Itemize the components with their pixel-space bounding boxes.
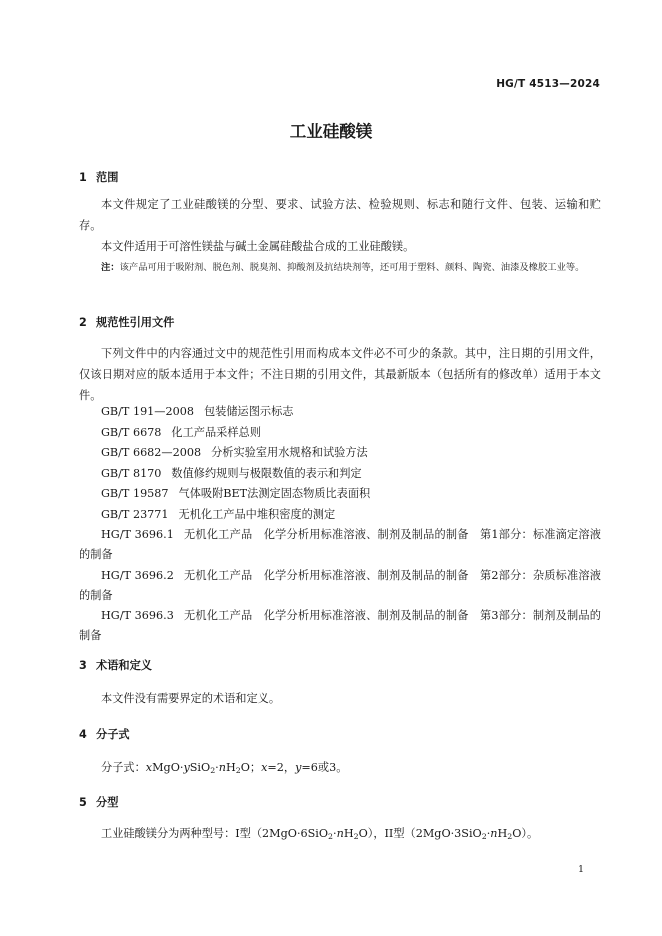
reference-code: HG/T 3696.1 <box>101 528 174 541</box>
references-intro: 下列文件中的内容通过文中的规范性引用而构成本文件必不可少的条款。其中，注日期的引用文件，仅该日期对应的版本适用于本文件；不注日期的引用文件，其最新版本（包括所有的修改单）适用于本文件。 <box>79 347 601 402</box>
section-3-number: 3 <box>79 659 87 672</box>
reference-code: GB/T 8170 <box>101 466 162 480</box>
section-4-heading <box>79 726 130 742</box>
scope-note <box>79 258 601 277</box>
reference-code: HG/T 3696.3 <box>101 609 174 622</box>
note-text: 该产品可用于吸附剂、脱色剂、脱臭剂、抑酸剂及抗结块剂等，还可用于塑料、颜料、陶瓷、油漆及橡胶工业等。 <box>119 262 585 273</box>
section-4-title: 分子式 <box>96 728 130 741</box>
section-5-title: 分型 <box>96 796 119 809</box>
reference-code: HG/T 3696.2 <box>101 568 174 582</box>
section-5-number: 5 <box>79 796 87 809</box>
section-4-number: 4 <box>79 728 87 741</box>
reference-title: 无机化工产品 化学分析用标准溶液、制剂及制品的制备 第1部分：标准滴定溶液的制备 <box>79 528 601 561</box>
reference-code: GB/T 6678 <box>101 425 162 439</box>
document-title: 工业硅酸镁 <box>289 122 373 141</box>
reference-code: GB/T 19587 <box>101 487 169 500</box>
reference-code: GB/T 23771 <box>101 507 169 521</box>
reference-item <box>79 402 601 422</box>
reference-title: 无机化工产品 化学分析用标准溶液、制剂及制品的制备 第2部分：杂质标准溶液的制备 <box>79 568 601 602</box>
reference-title: 分析实验室用水规格和试验方法 <box>211 446 368 459</box>
reference-item <box>79 443 601 463</box>
section-5-heading <box>79 794 118 810</box>
reference-code: GB/T 6682—2008 <box>101 446 202 459</box>
section-3-heading <box>79 657 152 673</box>
reference-item <box>79 505 601 525</box>
section-1-number: 1 <box>79 171 87 184</box>
scope-paragraph-1: 本文件规定了工业硅酸镁的分型、要求、试验方法、检验规则、标志和随行文件、包装、运输和贮存。 <box>79 198 601 232</box>
reference-item <box>79 484 601 504</box>
reference-item <box>79 423 601 443</box>
reference-item <box>79 464 601 484</box>
reference-item <box>79 606 601 646</box>
reference-code: GB/T 191—2008 <box>101 405 194 418</box>
molecular-formula: 分子式：$xMgO\cdot ySiO_2\cdot nH_2O$；x=2，y=6或3。 <box>101 761 348 775</box>
section-2-number: 2 <box>79 316 87 329</box>
terms-paragraph: 本文件没有需要界定的术语和定义。 <box>101 692 281 705</box>
reference-title: 气体吸附BET法测定固态物质比表面积 <box>178 487 371 500</box>
note-label: 注： <box>101 262 120 273</box>
section-1-heading <box>79 169 118 185</box>
reference-title: 无机化工产品中堆积密度的测定 <box>178 507 336 521</box>
reference-item <box>79 566 601 606</box>
reference-title: 数值修约规则与极限数值的表示和判定 <box>171 466 362 480</box>
reference-title: 化工产品采样总则 <box>171 425 261 439</box>
reference-item <box>79 525 601 565</box>
section-1-title: 范围 <box>96 171 119 184</box>
reference-list <box>79 402 601 647</box>
section-2-heading <box>79 314 174 330</box>
section-2-title: 规范性引用文件 <box>96 316 175 329</box>
reference-title: 无机化工产品 化学分析用标准溶液、制剂及制品的制备 第3部分：制剂及制品的制备 <box>79 609 601 642</box>
page-number: 1 <box>577 864 584 875</box>
scope-paragraph-2: 本文件适用于可溶性镁盐与碱土金属硅酸盐合成的工业硅酸镁。 <box>101 240 415 253</box>
section-3-title: 术语和定义 <box>96 659 152 672</box>
standard-code: HG/T 4513—2024 <box>496 78 600 90</box>
reference-title: 包装储运图示标志 <box>203 405 294 418</box>
type-classification: 工业硅酸镁分为两种型号：I型$(2MgO\cdot 6SiO_2\cdot nH_2O)$，II型$(2MgO\cdot 3SiO_2\cdot nH_2O)$。 <box>101 827 539 841</box>
